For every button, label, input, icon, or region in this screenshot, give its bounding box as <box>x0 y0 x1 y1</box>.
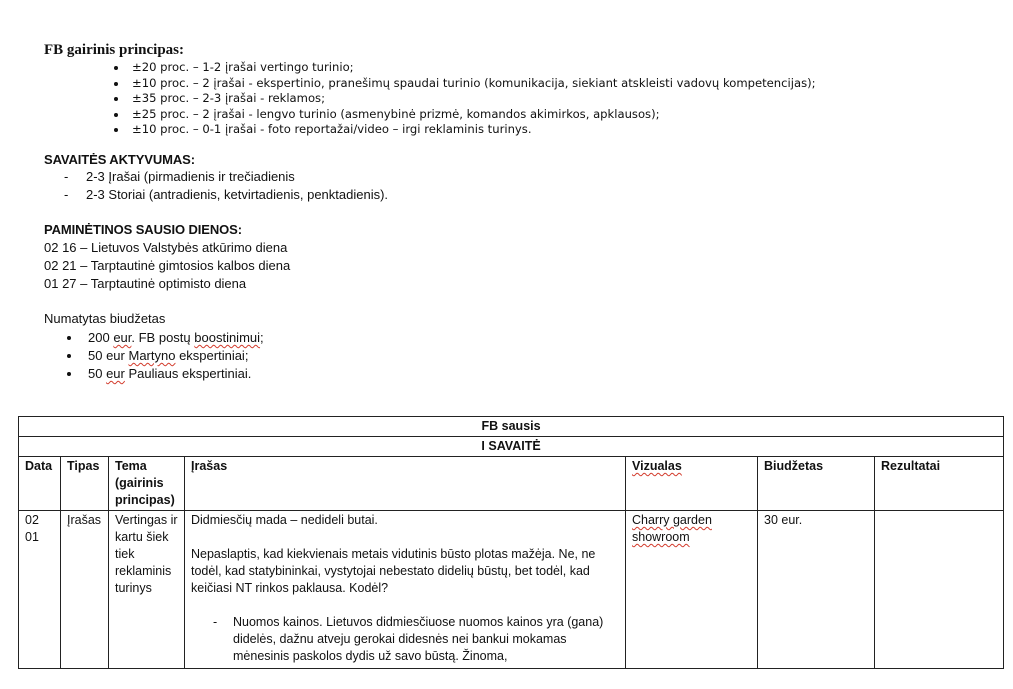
header-post: Įrašas <box>185 457 626 511</box>
cell-date: 02 01 <box>19 511 61 669</box>
list-item: ±10 proc. – 0-1 įrašai - foto reportažai/video – irgi reklaminis turinys. <box>110 122 816 138</box>
table-title: FB sausis <box>19 417 1004 437</box>
post-title: Didmiesčių mada – nedideli butai. <box>191 513 378 527</box>
dates-title: PAMINĖTINOS SAUSIO DIENOS: <box>44 222 242 237</box>
cell-results <box>875 511 1004 669</box>
cell-budget: 30 eur. <box>764 513 803 527</box>
header-budget: Biudžetas <box>758 457 875 511</box>
weekly-activity-title: SAVAITĖS AKTYVUMAS: <box>44 152 195 167</box>
budget-list <box>64 329 264 383</box>
list-item: ±25 proc. – 2 įrašai - lengvo turinio (asmenybinė prizmė, komandos akimirkos, apklausos); <box>110 107 816 123</box>
header-theme: Tema (gairinis principas) <box>109 457 185 511</box>
weekly-activity-list <box>60 168 388 204</box>
list-item: ±20 proc. – 1-2 įrašai vertingo turinio; <box>110 60 816 76</box>
list-item: 02 21 – Tarptautinė gimtosios kalbos diena <box>44 258 291 273</box>
list-item: 200 eur. FB postų boostinimui; <box>64 329 264 347</box>
cell-type: Įrašas <box>61 511 109 669</box>
fb-principle-title: FB gairinis principas: <box>44 42 185 58</box>
list-item: ±10 proc. – 2 įrašai - ekspertinio, pranešimų spaudai turinio (komunikacija, siekiant atskleisti vadovų kompetencijas); <box>110 76 816 92</box>
header-date: Data <box>19 457 61 511</box>
list-item: 02 16 – Lietuvos Valstybės atkūrimo diena <box>44 240 288 255</box>
table-header-row <box>19 457 1004 511</box>
list-item: - 2-3 Storiai (antradienis, ketvirtadienis, penktadienis). <box>60 186 388 204</box>
list-item: 50 eur Pauliaus ekspertiniai. <box>64 365 264 383</box>
cell-visual: Charry garden showroom <box>632 513 712 544</box>
cell-theme: Vertingas ir kartu šiek tiek reklaminis turinys <box>109 511 185 669</box>
list-item: - 2-3 Įrašai (pirmadienis ir trečiadienis <box>60 168 388 186</box>
post-bullet: - Nuomos kainos. Lietuvos didmiesčiuose nuomos kainos yra (gana) didelės, dažnu atveju gerokai didesnės nei bankui mokamas mėnesinis paskolos dydis už savo būstą. Žinoma, <box>191 614 611 665</box>
list-item: 01 27 – Tarptautinė optimisto diena <box>44 276 247 291</box>
week-title: I SAVAITĖ <box>19 437 1004 457</box>
dates-list <box>44 239 290 293</box>
list-item: ±35 proc. – 2-3 įrašai - reklamos; <box>110 91 816 107</box>
fb-principle-list <box>110 60 816 138</box>
header-type: Tipas <box>61 457 109 511</box>
cell-post <box>191 512 619 667</box>
header-results: Rezultatai <box>875 457 1004 511</box>
post-body: Nepaslaptis, kad kiekvienais metais vidutinis būsto plotas mažėja. Ne, ne todėl, kad statybininkai, vystytojai nebestato didelių būstų, bet todėl, kad keičiasi NT rinkos paklausa. Kodėl? <box>191 547 596 595</box>
list-item: 50 eur Martyno ekspertiniai; <box>64 347 264 365</box>
budget-title: Numatytas biudžetas <box>44 311 166 326</box>
header-visual: Vizualas <box>632 459 682 473</box>
table-row <box>19 511 1004 669</box>
content-plan-table <box>18 416 1004 669</box>
